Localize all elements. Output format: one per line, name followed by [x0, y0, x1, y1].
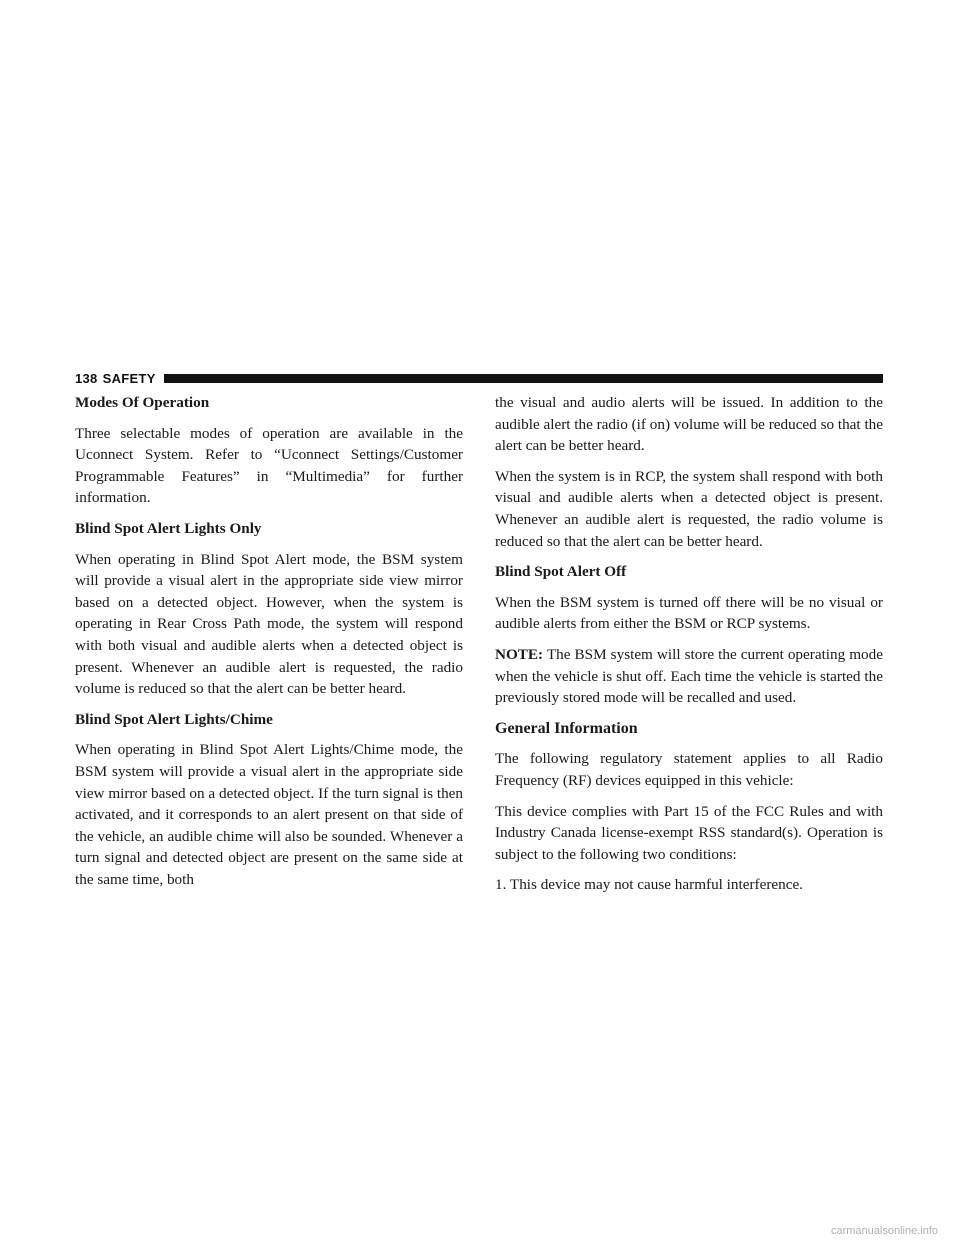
page-header	[75, 371, 883, 385]
paragraph-fcc: This device complies with Part 15 of the FCC Rules and with Industry Canada license-exempt RSS standard(s). Operation is subject to the following two conditions:	[495, 802, 883, 863]
note-paragraph	[495, 644, 883, 709]
note-text: The BSM system will store the current operating mode when the vehicle is shut off. Each time the vehicle is started the previously stored mode will be recalled and used.	[495, 645, 883, 707]
heading-lights-only: Blind Spot Alert Lights Only	[75, 519, 262, 537]
paragraph-rcp: When the system is in RCP, the system shall respond with both visual and audible alerts when a detected object is present. Whenever an audible alert is requested, the radio volume is reduced so that the alert can be better heard.	[495, 467, 883, 550]
heading-general-information: General Information	[495, 719, 638, 737]
paragraph-continued: the visual and audio alerts will be issued. In addition to the audible alert the radio (if on) volume will be reduced so that the alert can be better heard.	[495, 394, 883, 455]
paragraph-lights-only: When operating in Blind Spot Alert mode, the BSM system will provide a visual alert in the appropriate side view mirror based on a detected object. However, when the system is operating in Rear Cross Path mode, the system will respond with both visual and audible alerts when a detected object is present. Whenever an audible alert is requested, the radio volume is reduced so that the alert can be better heard.	[75, 550, 463, 698]
heading-alert-off: Blind Spot Alert Off	[495, 563, 627, 581]
paragraph-lights-chime: When operating in Blind Spot Alert Lights/Chime mode, the BSM system will provide a visual alert in the appropriate side view mirror based on a detected object. If the turn signal is then activated, and it corresponds to an alert present on that side of the vehicle, an audible chime will also be sounded. Whenever a turn signal and detected object are present on the same side at the same time, both	[75, 741, 463, 888]
heading-modes-of-operation: Modes Of Operation	[75, 394, 210, 411]
header-rule	[164, 374, 883, 383]
right-column	[495, 392, 883, 905]
paragraph-alert-off: When the BSM system is turned off there will be no visual or audible alerts from either the BSM or RCP systems.	[495, 593, 883, 633]
paragraph-modes: Three selectable modes of operation are available in the Uconnect System. Refer to “Uconnect Settings/Customer Programmable Features” in “Multimedia” for further information.	[75, 424, 463, 507]
heading-lights-chime: Blind Spot Alert Lights/Chime	[75, 710, 273, 728]
note-label: NOTE:	[495, 645, 544, 663]
condition-item-1: 1. This device may not cause harmful interference.	[495, 876, 803, 894]
page-number: 138	[75, 370, 98, 386]
section-title: SAFETY	[102, 370, 156, 386]
paragraph-general: The following regulatory statement applies to all Radio Frequency (RF) devices equipped in this vehicle:	[495, 750, 883, 789]
left-column	[75, 392, 463, 899]
watermark: carmanualsonline.info	[830, 1225, 938, 1237]
